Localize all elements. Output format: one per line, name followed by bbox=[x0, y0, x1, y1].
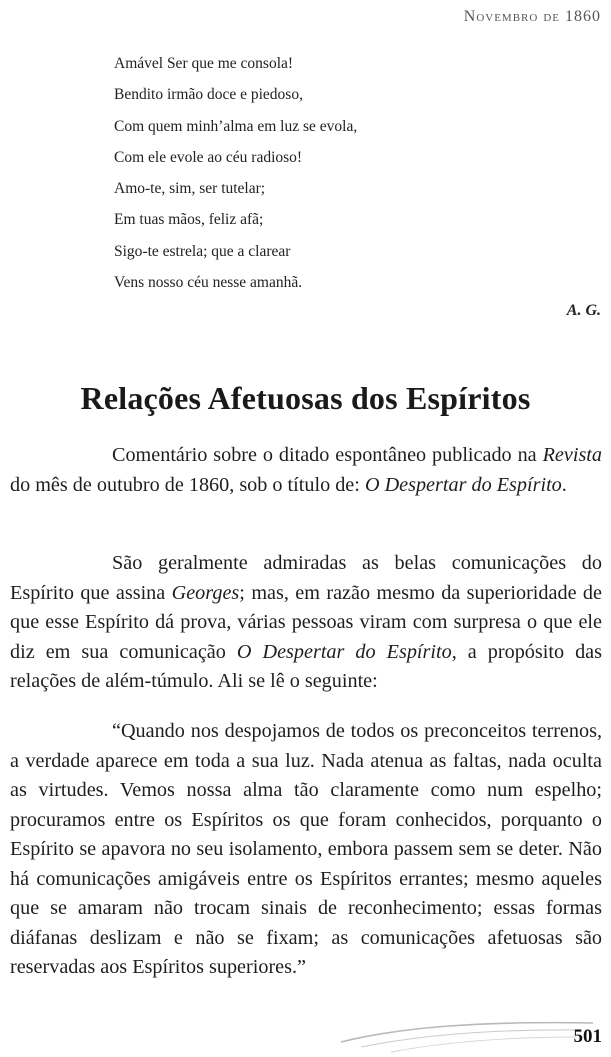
flourish-ornament bbox=[331, 997, 611, 1057]
text-run: São geralmente admiradas as belas comunicações do Espírito que assina bbox=[10, 552, 602, 604]
text-run: do mês de outubro de 1860, sob o título de: bbox=[10, 473, 365, 496]
text-run: ; mas, em razão mesmo da superioridade de que esse Espírito dá prova, várias pessoas viram com surpresa o que ele diz em sua comunicação bbox=[10, 581, 602, 663]
text-run: . bbox=[561, 473, 567, 496]
italic-run: Georges bbox=[171, 581, 240, 604]
italic-run: Revista bbox=[542, 444, 602, 466]
italic-run: O Despertar do Espírito bbox=[236, 640, 452, 663]
paragraph-context bbox=[10, 549, 602, 697]
section-title: Relações Afetuosas dos Espíritos bbox=[80, 380, 531, 416]
poem-line: Vens nosso céu nesse amanhã. bbox=[114, 274, 303, 292]
running-head: Novembro de 1860 bbox=[463, 8, 601, 25]
quote-text: “Quando nos despojamos de todos os preconceitos terrenos, a verdade aparece em toda a sua luz. Nada atenua as faltas, nada oculta as virtudes. Vemos nossa alma tão claramente como num espelho; procuramos entre os Espíritos os que foram conhecidos, porquanto o Espírito se apavora no seu isolamento, embora passem sem se deter. Não há comunicações amigáveis entre os Espíritos errantes; mesmo aqueles que se amaram não trocam sinais de reconhecimento; essas formas diáfanas deslizam e não se fixam; as comunicações afetuosas são reservadas aos Espíritos superiores.” bbox=[10, 720, 602, 978]
italic-run: O Despertar do Espírito bbox=[364, 473, 562, 496]
paragraph-intro bbox=[10, 441, 602, 500]
page-footer bbox=[331, 997, 611, 1057]
text-run: , a propósito das relações de além-túmulo. Ali se lê o seguinte: bbox=[10, 640, 603, 692]
poem bbox=[114, 48, 357, 298]
poem-signature: A. G. bbox=[566, 302, 601, 319]
poem-line: Com ele evole ao céu radioso! bbox=[114, 148, 303, 166]
poem-line: Amo-te, sim, ser tutelar; bbox=[114, 180, 266, 198]
paragraph-quote bbox=[10, 717, 602, 983]
text-run: Comentário sobre o ditado espontâneo publicado na bbox=[112, 444, 543, 466]
poem-line: Bendito irmão doce e piedoso, bbox=[114, 86, 303, 104]
poem-line: Amável Ser que me consola! bbox=[114, 55, 294, 72]
poem-line: Em tuas mãos, feliz afã; bbox=[114, 211, 264, 229]
page-number: 501 bbox=[573, 1026, 602, 1047]
poem-line: Com quem minh’alma em luz se evola, bbox=[114, 117, 358, 135]
poem-line: Sigo-te estrela; que a clarear bbox=[114, 242, 291, 260]
